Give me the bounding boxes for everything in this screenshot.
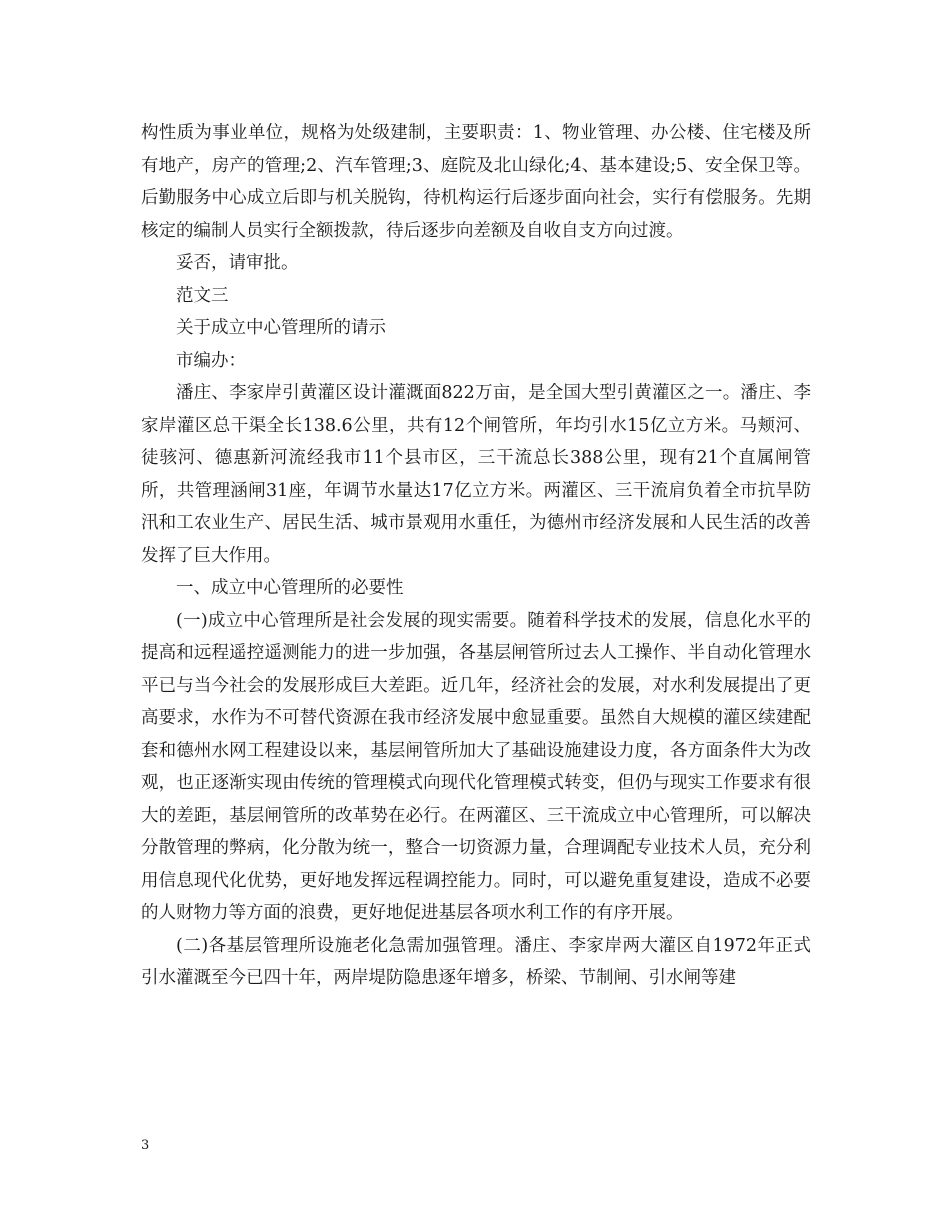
document-title: 关于成立中心管理所的请示 xyxy=(176,318,386,338)
paragraph-background: 潘庄、李家岸引黄灌区设计灌溉面822万亩，是全国大型引黄灌区之一。潘庄、李家岸灌区总干渠全长138.6公里，共有12个闸管所，年均引水15亿立方米。马颊河、徒骇河、德惠新河流经我市11个县市区，三干流总长388公里，现有21个直属闸管所，共管理涵闸31座，年调节水量达17亿立方米。两灌区、三干流肩负着全市抗旱防汛和工农业生产、居民生活、城市景观用水重任，为德州市经济发展和人民生活的改善发挥了巨大作用。 xyxy=(141,383,811,566)
paragraph-continuation: 构性质为事业单位，规格为处级建制，主要职责：1、物业管理、办公楼、住宅楼及所有地产，房产的管理;2、汽车管理;3、庭院及北山绿化;4、基本建设;5、安全保卫等。后勤服务中心成立后即与机关脱钩，待机构运行后逐步面向社会，实行有偿服务。先期核定的编制人员实行全额拨款，待后逐步向差额及自收自支方向过渡。 xyxy=(141,123,811,241)
addressee: 市编办： xyxy=(176,350,246,371)
paragraph-approval-request: 妥否，请审批。 xyxy=(176,253,299,273)
heading-necessity: 一、成立中心管理所的必要性 xyxy=(176,578,404,598)
document-body xyxy=(141,117,811,995)
paragraph-point-one: (一)成立中心管理所是社会发展的现实需要。随着科学技术的发展，信息化水平的提高和远程遥控遥测能力的进一步加强，各基层闸管所过去人工操作、半自动化管理水平已与当今社会的发展形成巨大差距。近几年，经济社会的发展，对水利发展提出了更高要求，水作为不可替代资源在我市经济发展中愈显重要。虽然自大规模的灌区续建配套和德州水网工程建设以来，基层闸管所加大了基础设施建设力度，各方面条件大为改观，也正逐渐实现由传统的管理模式向现代化管理模式转变，但仍与现实工作要求有很大的差距，基层闸管所的改革势在必行。在两灌区、三干流成立中心管理所，可以解决分散管理的弊病，化分散为统一，整合一切资源力量，合理调配专业技术人员，充分利用信息现代化优势，更好地发挥远程调控能力。同时，可以避免重复建设，造成不必要的人财物力等方面的浪费，更好地促进基层各项水利工作的有序开展。 xyxy=(141,610,811,923)
section-label: 范文三 xyxy=(176,285,229,306)
page-number: 3 xyxy=(141,1138,150,1153)
paragraph-point-two: (二)各基层管理所设施老化急需加强管理。潘庄、李家岸两大灌区自1972年正式引水灌溉至今已四十年，两岸堤防隐患逐年增多，桥梁、节制闸、引水闸等建 xyxy=(141,935,811,988)
